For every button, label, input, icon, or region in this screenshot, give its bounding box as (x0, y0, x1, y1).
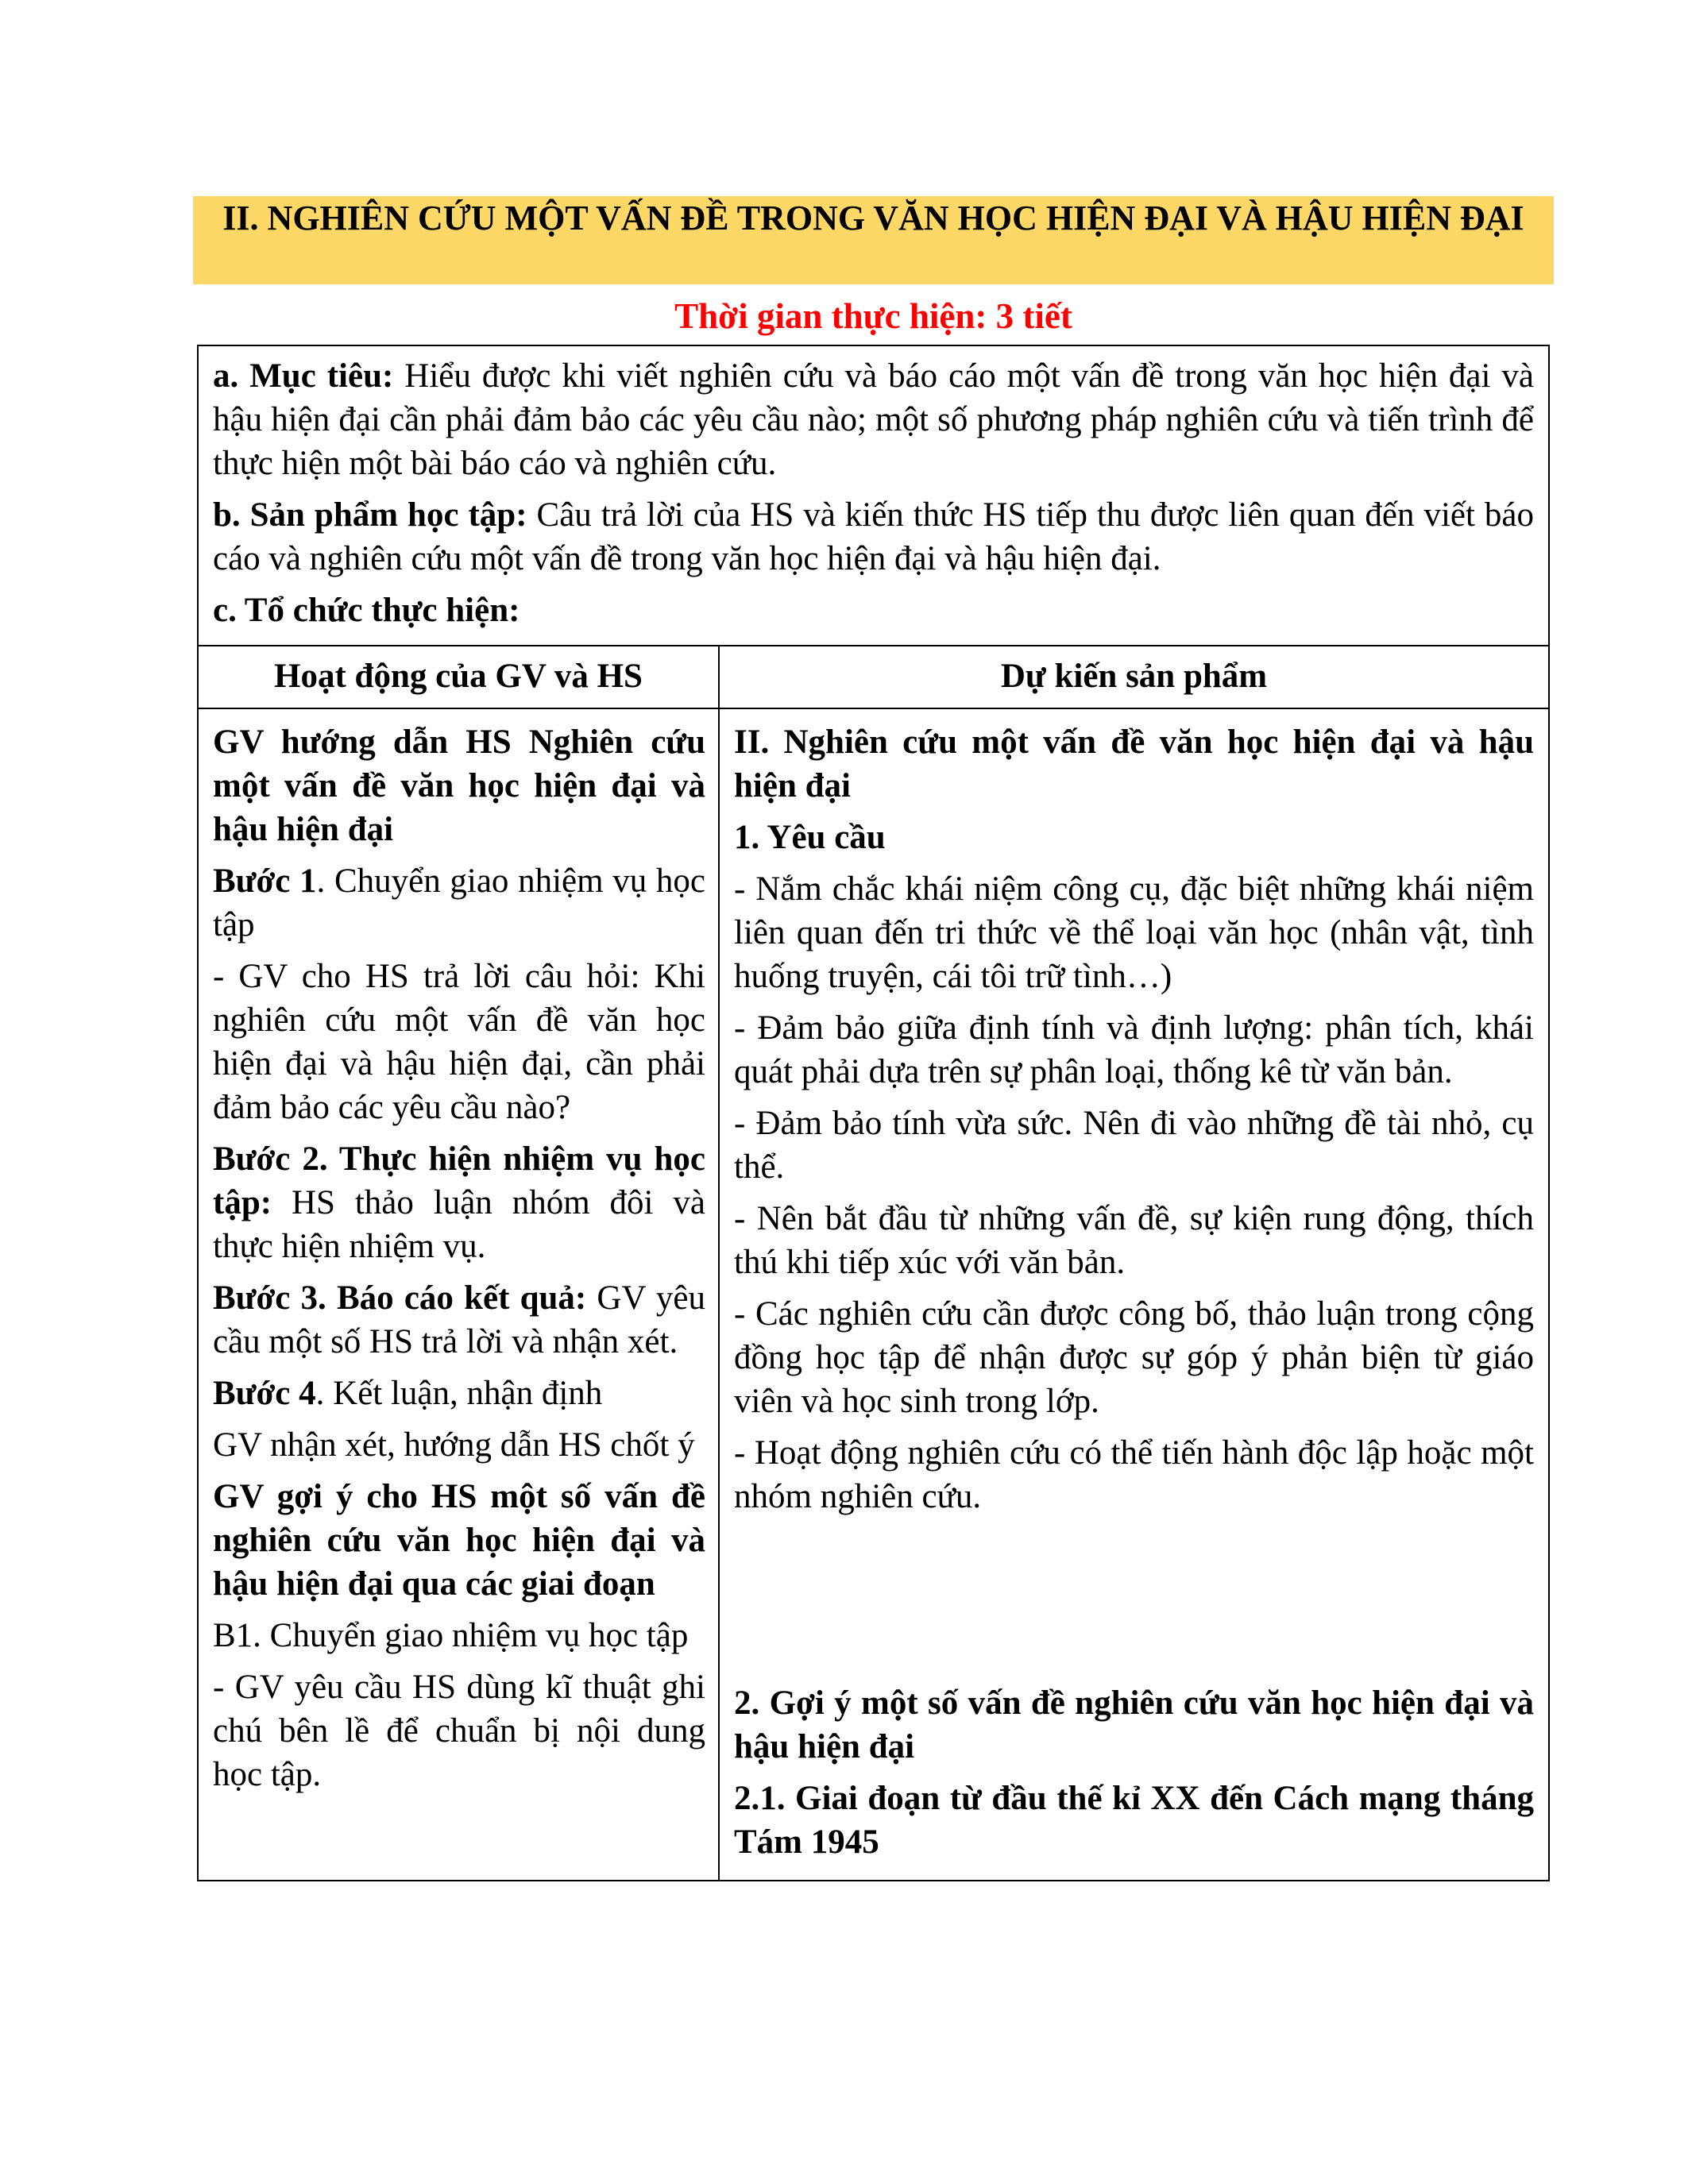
step-2-label: Bước 2. Thực hiện nhiệm vụ học tập: (213, 1140, 705, 1221)
organization-paragraph (213, 588, 1534, 632)
organization-label: c. Tổ chức thực hiện: (213, 592, 520, 629)
b1-detail: - GV yêu cầu HS dùng kĩ thuật ghi chú bên lề để chuẩn bị nội dung học tập. (213, 1669, 705, 1793)
step-1 (213, 859, 705, 947)
step-2 (213, 1137, 705, 1268)
objective-text: Hiểu được khi viết nghiên cứu và báo cáo một vấn đề trong văn học hiện đại và hậu hiện đại cần phải đảm bảo các yêu cầu nào; một số phương pháp nghiên cứu và tiến trình để thực hiện một bài báo cáo và nghiên cứu. (213, 357, 1534, 482)
step-3-text: GV yêu cầu một số HS trả lời và nhận xét. (213, 1279, 705, 1360)
suggestions-heading-text: 2. Gợi ý một số vấn đề nghiên cứu văn học hiện đại và hậu hiện đại (734, 1684, 1534, 1765)
b1-step: B1. Chuyển giao nhiệm vụ học tập (213, 1617, 689, 1654)
lesson-table (197, 345, 1550, 1881)
objective-label: a. Mục tiêu: (213, 357, 394, 395)
requirement-item: - Nắm chắc khái niệm công cụ, đặc biệt những khái niệm liên quan đến tri thức về thể loại văn học (nhân vật, tình huống truyện, cái tôi trữ tình…) (734, 870, 1534, 995)
requirement-item: - Hoạt động nghiên cứu có thể tiến hành độc lập hoặc một nhóm nghiên cứu. (734, 1434, 1534, 1515)
activity-heading-text: GV hướng dẫn HS Nghiên cứu một vấn đề văn học hiện đại và hậu hiện đại (213, 723, 705, 848)
step-1-text: . Chuyển giao nhiệm vụ học tập (213, 862, 705, 943)
suggestions-heading (734, 1681, 1534, 1769)
step-1-label: Bước 1 (213, 862, 317, 900)
objective-paragraph (213, 354, 1534, 485)
period-heading-text: 2.1. Giai đoạn từ đầu thế kỉ XX đến Cách mạng tháng Tám 1945 (734, 1780, 1534, 1861)
activity-heading (213, 720, 705, 851)
product-label: b. Sản phẩm học tập: (213, 496, 527, 534)
column-header-products: Dự kiến sản phẩm (719, 646, 1549, 708)
product-heading-text: II. Nghiên cứu một vấn đề văn học hiện đại và hậu hiện đại (734, 723, 1534, 805)
intro-row (198, 345, 1549, 646)
section-title-banner (193, 196, 1554, 284)
header-row (198, 646, 1549, 708)
intro-cell (198, 345, 1549, 646)
products-cell (719, 708, 1549, 1881)
step-3 (213, 1276, 705, 1364)
step-4-label: Bước 4 (213, 1375, 316, 1412)
step-2-text: HS thảo luận nhóm đôi và thực hiện nhiệm vụ. (213, 1184, 705, 1265)
step-3-label: Bước 3. Báo cáo kết quả: (213, 1279, 587, 1317)
requirement-item: - Đảm bảo tính vừa sức. Nên đi vào những đề tài nhỏ, cụ thể. (734, 1105, 1534, 1186)
step-4-text: . Kết luận, nhận định (315, 1375, 603, 1412)
step-1-detail: - GV cho HS trả lời câu hỏi: Khi nghiên cứu một vấn đề văn học hiện đại và hậu hiện đại, cần phải đảm bảo các yêu cầu nào? (213, 958, 705, 1126)
activities-cell (198, 708, 719, 1881)
duration-subtitle: Thời gian thực hiện: 3 tiết (674, 296, 1072, 336)
requirement-item: - Nên bắt đầu từ những vấn đề, sự kiện rung động, thích thú khi tiếp xúc với văn bản. (734, 1200, 1534, 1281)
requirements-heading-text: 1. Yêu cầu (734, 819, 886, 856)
product-paragraph (213, 493, 1534, 581)
requirement-item: - Các nghiên cứu cần được công bố, thảo luận trong cộng đồng học tập để nhận được sự góp ý phản biện từ giáo viên và học sinh trong lớp. (734, 1295, 1534, 1420)
requirement-item: - Đảm bảo giữa định tính và định lượng: phân tích, khái quát phải dựa trên sự phân loại, thống kê từ văn bản. (734, 1009, 1534, 1090)
content-row (198, 708, 1549, 1881)
period-heading (734, 1777, 1534, 1864)
suggestion-heading-text: GV gợi ý cho HS một số vấn đề nghiên cứu văn học hiện đại và hậu hiện đại qua các giai đoạn (213, 1478, 705, 1603)
requirements-heading (734, 816, 1534, 859)
suggestion-heading (213, 1475, 705, 1606)
section-title: II. NGHIÊN CỨU MỘT VẤN ĐỀ TRONG VĂN HỌC HIỆN ĐẠI VÀ HẬU HIỆN ĐẠI (222, 199, 1524, 237)
product-text: Câu trả lời của HS và kiến thức HS tiếp thu được liên quan đến viết báo cáo và nghiên cứu một vấn đề trong văn học hiện đại và hậu hiện đại. (213, 496, 1534, 577)
step-4-detail: GV nhận xét, hướng dẫn HS chốt ý (213, 1426, 695, 1464)
step-4 (213, 1372, 705, 1415)
product-heading (734, 720, 1534, 808)
column-header-activities: Hoạt động của GV và HS (198, 646, 719, 708)
